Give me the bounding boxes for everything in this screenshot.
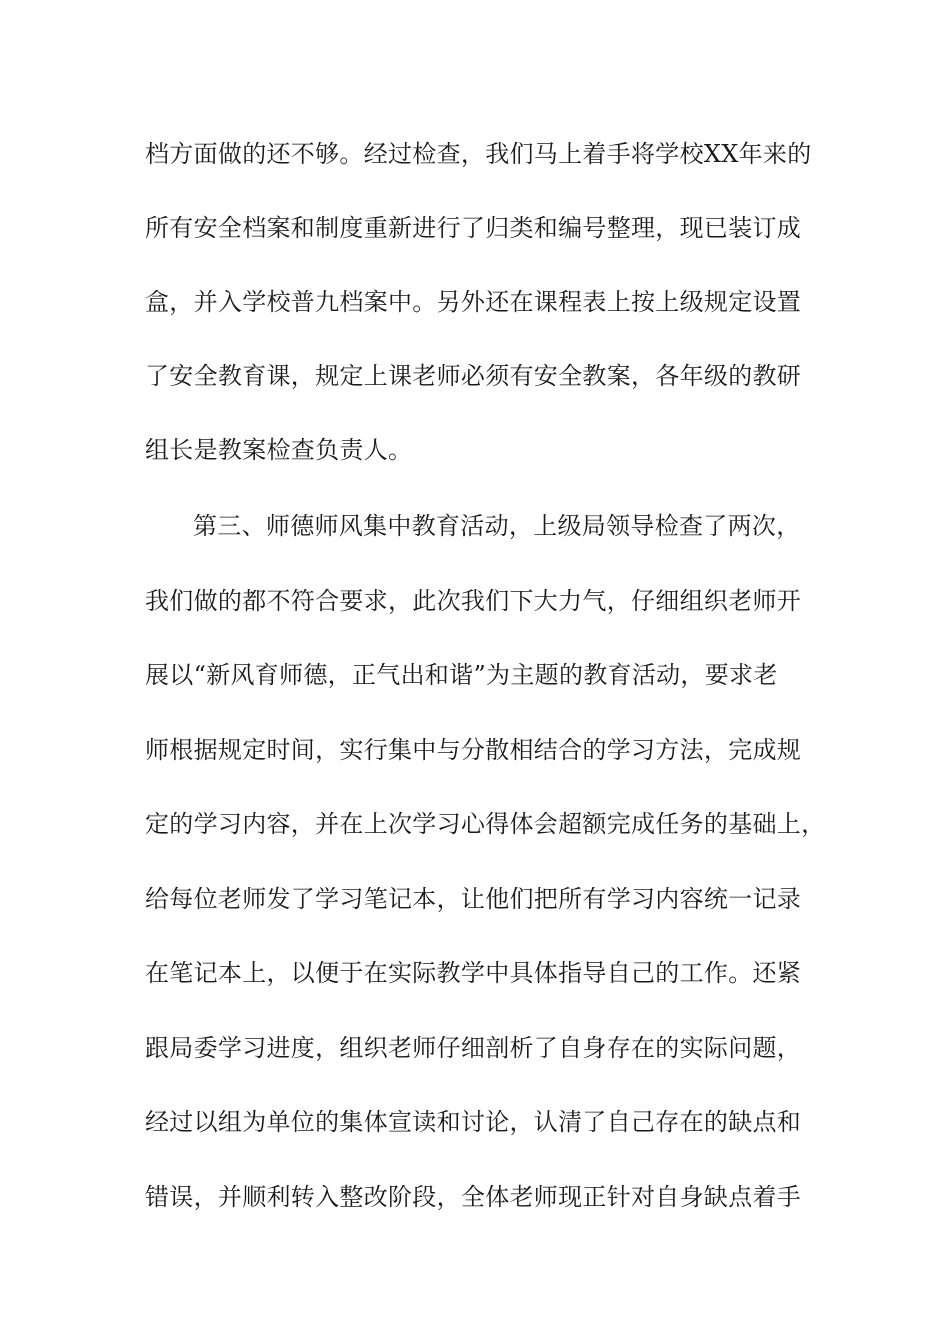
text-line: 跟局委学习进度，组织老师仔细剖析了自身存在的实际问题， bbox=[145, 1034, 802, 1062]
text-line: 给每位老师发了学习笔记本，让他们把所有学习内容统一记录 bbox=[145, 885, 802, 913]
paragraph-first-line: 第三、师德师风集中教育活动，上级局领导检查了两次， bbox=[193, 512, 801, 540]
text-line: 档方面做的还不够。经过检查，我们马上着手将学校XX年来的 bbox=[145, 140, 812, 168]
text-line: 经过以组为单位的集体宣读和讨论，认清了自己存在的缺点和 bbox=[145, 1108, 802, 1136]
text-line: 错误，并顺利转入整改阶段，全体老师现正针对自身缺点着手 bbox=[145, 1183, 802, 1211]
text-line: 展以“新风育师德，正气出和谐”为主题的教育活动，要求老 bbox=[145, 661, 778, 689]
text-line: 我们做的都不符合要求，此次我们下大力气，仔细组织老师开 bbox=[145, 587, 802, 615]
text-line: 所有安全档案和制度重新进行了归类和编号整理，现已装订成 bbox=[145, 214, 802, 242]
text-line: 了安全教育课，规定上课老师必须有安全教案，各年级的教研 bbox=[145, 362, 802, 390]
text-line: 师根据规定时间，实行集中与分散相结合的学习方法，完成规 bbox=[145, 736, 802, 764]
text-line: 在笔记本上，以便于在实际教学中具体指导自己的工作。还紧 bbox=[145, 959, 802, 987]
text-line: 组长是教案检查负责人。 bbox=[145, 436, 413, 464]
text-line: 盒，并入学校普九档案中。另外还在课程表上按上级规定设置 bbox=[145, 288, 802, 316]
text-line: 定的学习内容，并在上次学习心得体会超额完成任务的基础上， bbox=[145, 810, 826, 838]
